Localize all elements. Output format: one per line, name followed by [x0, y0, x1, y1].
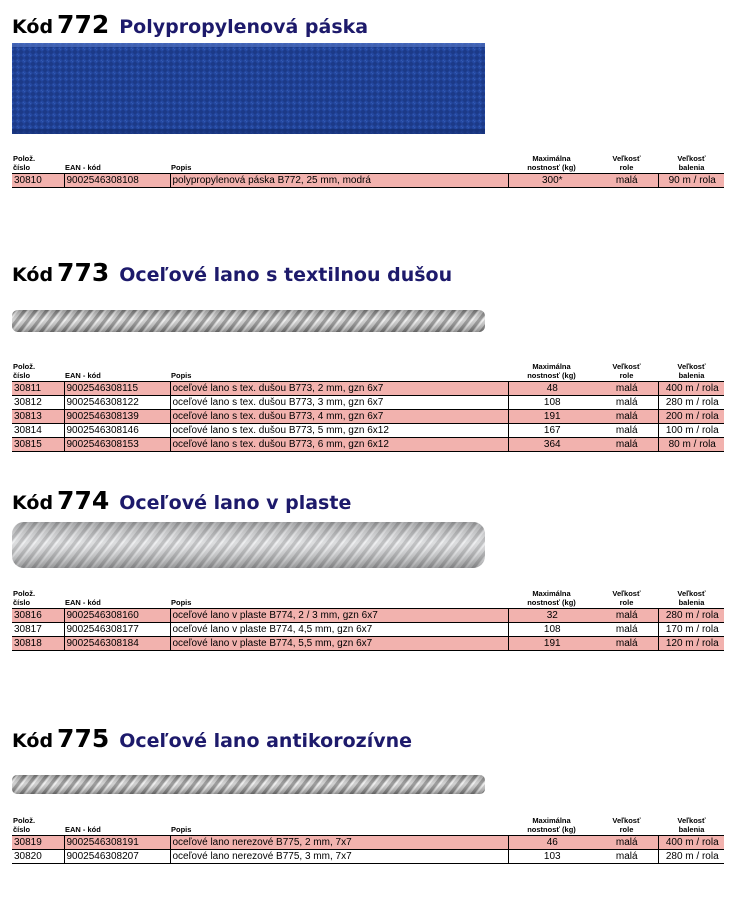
cell-item-number: 30811 [12, 382, 64, 396]
cell-max-load: 108 [508, 396, 594, 410]
product-name: Oceľové lano antikorozívne [119, 730, 413, 752]
table-row [12, 438, 724, 452]
cell-max-load: 108 [508, 623, 594, 637]
cell-description: oceľové lano s tex. dušou B773, 6 mm, gzn 6x12 [170, 438, 508, 452]
cell-ean: 9002546308153 [64, 438, 170, 452]
cell-item-number: 30815 [12, 438, 64, 452]
cell-ean: 9002546308122 [64, 396, 170, 410]
cell-item-number: 30812 [12, 396, 64, 410]
cell-description: oceľové lano v plaste B774, 4,5 mm, gzn 6x7 [170, 623, 508, 637]
cell-ean: 9002546308115 [64, 382, 170, 396]
cell-ean: 9002546308160 [64, 609, 170, 623]
col-header: Popis [171, 598, 192, 607]
product-name: Oceľové lano v plaste [119, 492, 352, 514]
cell-roll-size: malá [594, 850, 658, 864]
col-header: Polož. číslo [13, 154, 36, 172]
section-title [12, 488, 351, 513]
cell-pack-size: 280 m / rola [658, 396, 724, 410]
product-name: Oceľové lano s textilnou dušou [119, 264, 453, 286]
product-table [12, 154, 724, 188]
cell-ean: 9002546308108 [64, 174, 170, 188]
cell-ean: 9002546308139 [64, 410, 170, 424]
cell-ean: 9002546308146 [64, 424, 170, 438]
table-row [12, 609, 724, 623]
cell-ean: 9002546308191 [64, 836, 170, 850]
cell-roll-size: malá [594, 836, 658, 850]
col-header: EAN - kód [65, 598, 101, 607]
col-header: Veľkosť balenia [677, 816, 706, 834]
col-header: Veľkosť balenia [677, 154, 706, 172]
cell-description: oceľové lano nerezové B775, 3 mm, 7x7 [170, 850, 508, 864]
col-header: Veľkosť balenia [677, 362, 706, 380]
cell-max-load: 300* [508, 174, 594, 188]
cell-roll-size: malá [594, 410, 658, 424]
table-row [12, 174, 724, 188]
cell-max-load: 191 [508, 410, 594, 424]
cell-description: oceľové lano s tex. dušou B773, 3 mm, gzn 6x7 [170, 396, 508, 410]
cell-max-load: 46 [508, 836, 594, 850]
cell-item-number: 30816 [12, 609, 64, 623]
cell-description: oceľové lano v plaste B774, 2 / 3 mm, gzn 6x7 [170, 609, 508, 623]
cell-ean: 9002546308177 [64, 623, 170, 637]
table-header [12, 589, 724, 609]
cell-description: oceľové lano v plaste B774, 5,5 mm, gzn 6x7 [170, 637, 508, 651]
kod-label: Kód [12, 730, 54, 752]
table-row [12, 424, 724, 438]
col-header: Polož. číslo [13, 589, 36, 607]
product-table [12, 362, 724, 452]
table-row [12, 637, 724, 651]
product-name: Polypropylenová páska [119, 16, 369, 38]
blue-strap-image [12, 43, 485, 134]
cell-max-load: 364 [508, 438, 594, 452]
col-header: Popis [171, 163, 192, 172]
cell-roll-size: malá [594, 424, 658, 438]
cell-roll-size: malá [594, 637, 658, 651]
col-header: EAN - kód [65, 825, 101, 834]
cell-pack-size: 280 m / rola [658, 850, 724, 864]
col-header: Popis [171, 825, 192, 834]
cell-roll-size: malá [594, 609, 658, 623]
cell-item-number: 30813 [12, 410, 64, 424]
cell-ean: 9002546308184 [64, 637, 170, 651]
cell-pack-size: 100 m / rola [658, 424, 724, 438]
cell-pack-size: 80 m / rola [658, 438, 724, 452]
cell-max-load: 103 [508, 850, 594, 864]
col-header: Veľkosť role [612, 589, 641, 607]
textile-core-rope-image [12, 310, 485, 332]
col-header: Maximálna nostnosť (kg) [527, 362, 576, 380]
product-table [12, 816, 724, 864]
cell-pack-size: 400 m / rola [658, 836, 724, 850]
col-header: Maximálna nostnosť (kg) [527, 589, 576, 607]
cell-pack-size: 90 m / rola [658, 174, 724, 188]
table-header [12, 362, 724, 382]
cell-max-load: 167 [508, 424, 594, 438]
cell-roll-size: malá [594, 382, 658, 396]
cell-pack-size: 200 m / rola [658, 410, 724, 424]
cell-roll-size: malá [594, 174, 658, 188]
cell-pack-size: 280 m / rola [658, 609, 724, 623]
table-row [12, 850, 724, 864]
cell-description: oceľové lano nerezové B775, 2 mm, 7x7 [170, 836, 508, 850]
cell-item-number: 30818 [12, 637, 64, 651]
cell-max-load: 48 [508, 382, 594, 396]
table-row [12, 623, 724, 637]
col-header: Popis [171, 371, 192, 380]
cell-max-load: 32 [508, 609, 594, 623]
cell-pack-size: 400 m / rola [658, 382, 724, 396]
cell-item-number: 30817 [12, 623, 64, 637]
cell-description: oceľové lano s tex. dušou B773, 2 mm, gzn 6x7 [170, 382, 508, 396]
code-number: 773 [57, 258, 110, 287]
col-header: EAN - kód [65, 163, 101, 172]
cell-item-number: 30814 [12, 424, 64, 438]
cell-pack-size: 120 m / rola [658, 637, 724, 651]
cell-pack-size: 170 m / rola [658, 623, 724, 637]
cell-ean: 9002546308207 [64, 850, 170, 864]
kod-label: Kód [12, 492, 54, 514]
col-header: Polož. číslo [13, 816, 36, 834]
kod-label: Kód [12, 16, 54, 38]
table-row [12, 410, 724, 424]
plastic-coated-rope-image [12, 522, 485, 568]
product-table [12, 589, 724, 651]
section-title [12, 260, 452, 285]
table-header [12, 154, 724, 174]
col-header: Veľkosť role [612, 154, 641, 172]
table-header [12, 816, 724, 836]
col-header: Veľkosť role [612, 816, 641, 834]
code-number: 772 [57, 10, 110, 39]
col-header: Maximálna nostnosť (kg) [527, 154, 576, 172]
col-header: Veľkosť role [612, 362, 641, 380]
table-row [12, 396, 724, 410]
cell-roll-size: malá [594, 438, 658, 452]
col-header: Veľkosť balenia [677, 589, 706, 607]
cell-item-number: 30819 [12, 836, 64, 850]
table-row [12, 836, 724, 850]
col-header: EAN - kód [65, 371, 101, 380]
cell-roll-size: malá [594, 623, 658, 637]
cell-item-number: 30820 [12, 850, 64, 864]
kod-label: Kód [12, 264, 54, 286]
cell-description: oceľové lano s tex. dušou B773, 5 mm, gzn 6x12 [170, 424, 508, 438]
cell-roll-size: malá [594, 396, 658, 410]
cell-description: oceľové lano s tex. dušou B773, 4 mm, gzn 6x7 [170, 410, 508, 424]
col-header: Polož. číslo [13, 362, 36, 380]
col-header: Maximálna nostnosť (kg) [527, 816, 576, 834]
code-number: 775 [57, 724, 110, 753]
section-title [12, 726, 412, 751]
cell-item-number: 30810 [12, 174, 64, 188]
table-row [12, 382, 724, 396]
code-number: 774 [57, 486, 110, 515]
section-title [12, 12, 368, 37]
stainless-rope-image [12, 775, 485, 794]
cell-max-load: 191 [508, 637, 594, 651]
cell-description: polypropylenová páska B772, 25 mm, modrá [170, 174, 508, 188]
